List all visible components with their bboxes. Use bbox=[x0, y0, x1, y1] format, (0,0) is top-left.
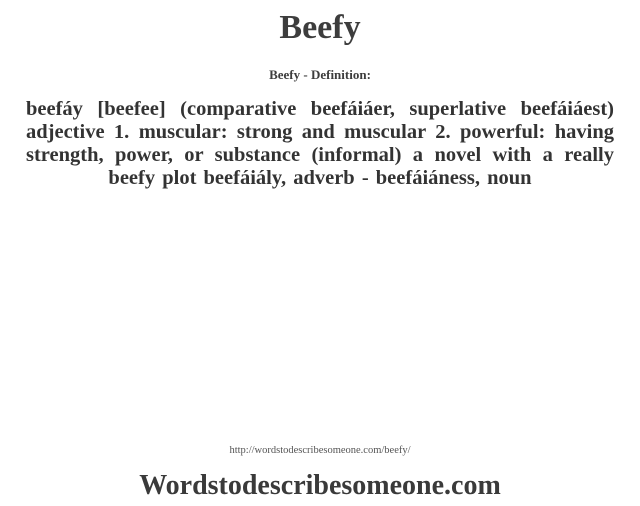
source-url: http://wordstodescribesomeone.com/beefy/ bbox=[229, 445, 411, 456]
definition-heading: Beefy - Definition: bbox=[269, 67, 371, 82]
word-title: Beefy bbox=[279, 9, 361, 46]
site-name: Wordstodescribesomeone.com bbox=[139, 470, 501, 501]
definition-text: beefáy [beefee] (comparative beefáiáer, superlative beefáiáest) adjective 1. muscular: strong and muscular 2. powerful: having strength, power, or substance (informal) a novel with a really beefy plot beefáiály, adverb - beefáiáness, noun bbox=[26, 98, 614, 189]
